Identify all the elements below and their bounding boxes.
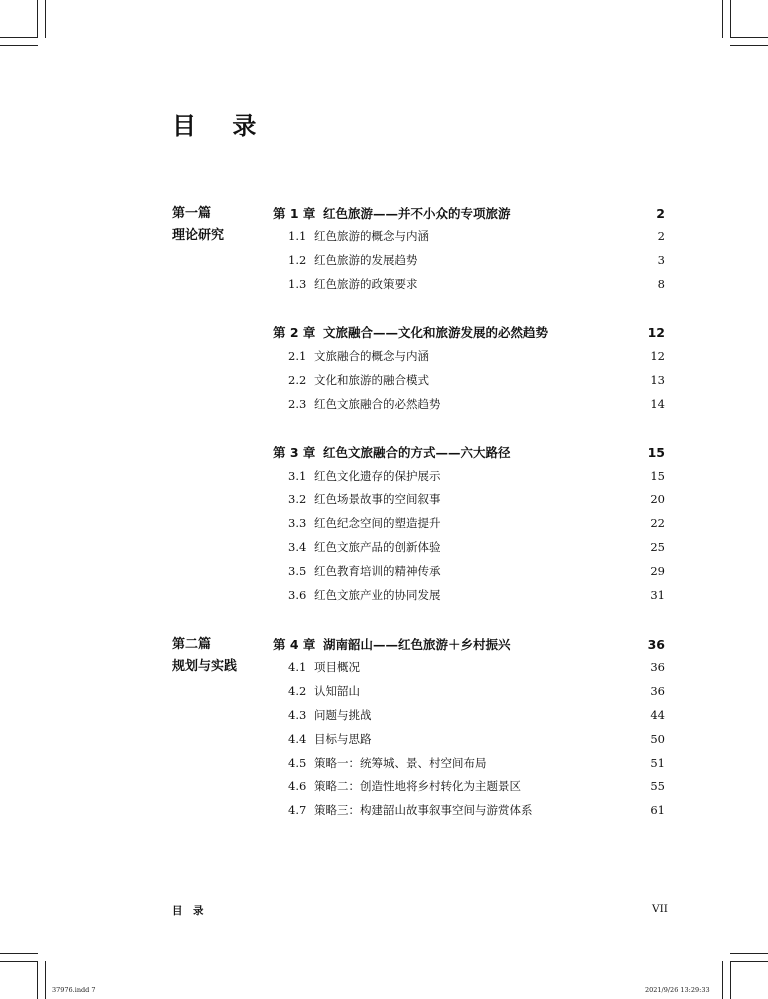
crop-mark bbox=[730, 45, 768, 46]
section-title: 项目概况 bbox=[314, 660, 360, 674]
section-title: 红色场景故事的空间叙事 bbox=[314, 492, 441, 506]
toc-section[interactable] bbox=[288, 225, 665, 247]
section-number: 1.1 bbox=[288, 229, 307, 243]
section-title: 红色文旅融合的必然趋势 bbox=[314, 397, 441, 411]
folio-page-number: VII bbox=[652, 903, 668, 915]
toc-section[interactable] bbox=[288, 369, 665, 391]
section-page: 25 bbox=[650, 540, 665, 554]
section-title: 红色旅游的概念与内涵 bbox=[314, 229, 429, 243]
toc-section[interactable] bbox=[288, 775, 665, 797]
section-number: 2.2 bbox=[288, 373, 307, 387]
section-title: 红色文旅产品的创新体验 bbox=[314, 540, 441, 554]
chapter-title: 湖南韶山——红色旅游＋乡村振兴 bbox=[323, 637, 511, 652]
part-one-subtitle: 理论研究 bbox=[172, 228, 225, 243]
section-title: 目标与思路 bbox=[314, 732, 372, 746]
section-number: 3.2 bbox=[288, 492, 307, 506]
crop-mark bbox=[0, 961, 38, 962]
section-page: 55 bbox=[650, 779, 665, 793]
crop-mark bbox=[730, 961, 768, 962]
chapter-page: 36 bbox=[647, 636, 665, 652]
section-number: 3.1 bbox=[288, 469, 307, 483]
toc-chapter-4[interactable] bbox=[273, 633, 665, 655]
toc-section[interactable] bbox=[288, 345, 665, 367]
toc-section[interactable] bbox=[288, 488, 665, 510]
toc-section[interactable] bbox=[288, 704, 665, 726]
part-one-name: 第一篇 bbox=[172, 206, 212, 221]
chapter-number: 第 4 章 bbox=[273, 637, 316, 652]
toc-chapter-3[interactable] bbox=[273, 441, 665, 463]
toc-section[interactable] bbox=[288, 584, 665, 606]
section-page: 12 bbox=[650, 349, 665, 363]
section-title: 红色文旅产业的协同发展 bbox=[314, 588, 441, 602]
toc-section[interactable] bbox=[288, 465, 665, 487]
section-page: 22 bbox=[650, 516, 665, 530]
section-page: 8 bbox=[657, 277, 665, 291]
section-number: 1.2 bbox=[288, 253, 307, 267]
crop-mark bbox=[722, 0, 723, 38]
crop-mark bbox=[45, 0, 46, 38]
chapter-page: 15 bbox=[647, 444, 665, 460]
section-page: 50 bbox=[650, 732, 665, 746]
section-title: 红色教育培训的精神传承 bbox=[314, 564, 441, 578]
page-title: 目 录 bbox=[172, 112, 271, 140]
crop-mark bbox=[37, 0, 38, 38]
section-page: 3 bbox=[657, 253, 665, 267]
slug-filename: 37976.indd 7 bbox=[52, 986, 96, 994]
crop-mark bbox=[730, 961, 731, 999]
toc-chapter-2[interactable] bbox=[273, 321, 665, 343]
chapter-page: 12 bbox=[647, 324, 665, 340]
crop-mark bbox=[730, 953, 768, 954]
section-number: 2.1 bbox=[288, 349, 307, 363]
toc-section[interactable] bbox=[288, 249, 665, 271]
section-number: 2.3 bbox=[288, 397, 307, 411]
section-number: 4.3 bbox=[288, 708, 307, 722]
crop-mark bbox=[37, 961, 38, 999]
crop-mark bbox=[730, 37, 768, 38]
section-title: 文旅融合的概念与内涵 bbox=[314, 349, 429, 363]
crop-mark bbox=[722, 961, 723, 999]
part-two-subtitle: 规划与实践 bbox=[172, 659, 238, 674]
part-one-label bbox=[172, 203, 224, 247]
crop-mark bbox=[730, 0, 731, 38]
section-page: 29 bbox=[650, 564, 665, 578]
toc-section[interactable] bbox=[288, 656, 665, 678]
section-title: 红色纪念空间的塑造提升 bbox=[314, 516, 441, 530]
section-page: 61 bbox=[650, 803, 665, 817]
chapter-number: 第 3 章 bbox=[273, 445, 316, 460]
toc-section[interactable] bbox=[288, 728, 665, 750]
section-title: 问题与挑战 bbox=[314, 708, 372, 722]
toc-section[interactable] bbox=[288, 393, 665, 415]
section-page: 51 bbox=[650, 756, 665, 770]
toc-chapter-1[interactable] bbox=[273, 202, 665, 224]
section-number: 3.6 bbox=[288, 588, 307, 602]
section-number: 4.6 bbox=[288, 779, 307, 793]
section-title: 文化和旅游的融合模式 bbox=[314, 373, 429, 387]
chapter-title: 红色旅游——并不小众的专项旅游 bbox=[323, 206, 511, 221]
section-page: 14 bbox=[650, 397, 665, 411]
chapter-title: 文旅融合——文化和旅游发展的必然趋势 bbox=[323, 325, 549, 340]
section-title: 策略二：创造性地将乡村转化为主题景区 bbox=[314, 779, 521, 793]
toc-section[interactable] bbox=[288, 680, 665, 702]
section-number: 4.5 bbox=[288, 756, 307, 770]
part-two-name: 第二篇 bbox=[172, 637, 212, 652]
crop-mark bbox=[45, 961, 46, 999]
section-page: 2 bbox=[657, 229, 665, 243]
chapter-page: 2 bbox=[656, 205, 665, 221]
part-two-label bbox=[172, 634, 237, 678]
crop-mark bbox=[0, 37, 38, 38]
crop-mark bbox=[0, 953, 38, 954]
section-page: 36 bbox=[650, 684, 665, 698]
section-page: 15 bbox=[650, 469, 665, 483]
section-number: 1.3 bbox=[288, 277, 307, 291]
section-title: 红色旅游的政策要求 bbox=[314, 277, 418, 291]
toc-section[interactable] bbox=[288, 799, 665, 821]
section-number: 4.2 bbox=[288, 684, 307, 698]
crop-mark bbox=[0, 45, 38, 46]
section-number: 3.5 bbox=[288, 564, 307, 578]
toc-section[interactable] bbox=[288, 560, 665, 582]
chapter-title: 红色文旅融合的方式——六大路径 bbox=[323, 445, 511, 460]
section-title: 红色旅游的发展趋势 bbox=[314, 253, 418, 267]
section-page: 20 bbox=[650, 492, 665, 506]
toc-section[interactable] bbox=[288, 512, 665, 534]
chapter-number: 第 1 章 bbox=[273, 206, 316, 221]
section-page: 36 bbox=[650, 660, 665, 674]
section-page: 31 bbox=[650, 588, 665, 602]
slug-timestamp: 2021/9/26 13:29:33 bbox=[645, 986, 710, 994]
section-number: 3.4 bbox=[288, 540, 307, 554]
section-number: 4.1 bbox=[288, 660, 307, 674]
toc-section[interactable] bbox=[288, 273, 665, 295]
section-page: 44 bbox=[650, 708, 665, 722]
section-number: 4.7 bbox=[288, 803, 307, 817]
section-title: 认知韶山 bbox=[314, 684, 360, 698]
section-title: 策略一：统筹城、景、村空间布局 bbox=[314, 756, 487, 770]
section-number: 3.3 bbox=[288, 516, 307, 530]
chapter-number: 第 2 章 bbox=[273, 325, 316, 340]
section-page: 13 bbox=[650, 373, 665, 387]
running-footer-title: 目 录 bbox=[172, 905, 204, 917]
section-title: 红色文化遗存的保护展示 bbox=[314, 469, 441, 483]
section-title: 策略三：构建韶山故事叙事空间与游赏体系 bbox=[314, 803, 533, 817]
section-number: 4.4 bbox=[288, 732, 307, 746]
toc-section[interactable] bbox=[288, 536, 665, 558]
toc-section[interactable] bbox=[288, 752, 665, 774]
